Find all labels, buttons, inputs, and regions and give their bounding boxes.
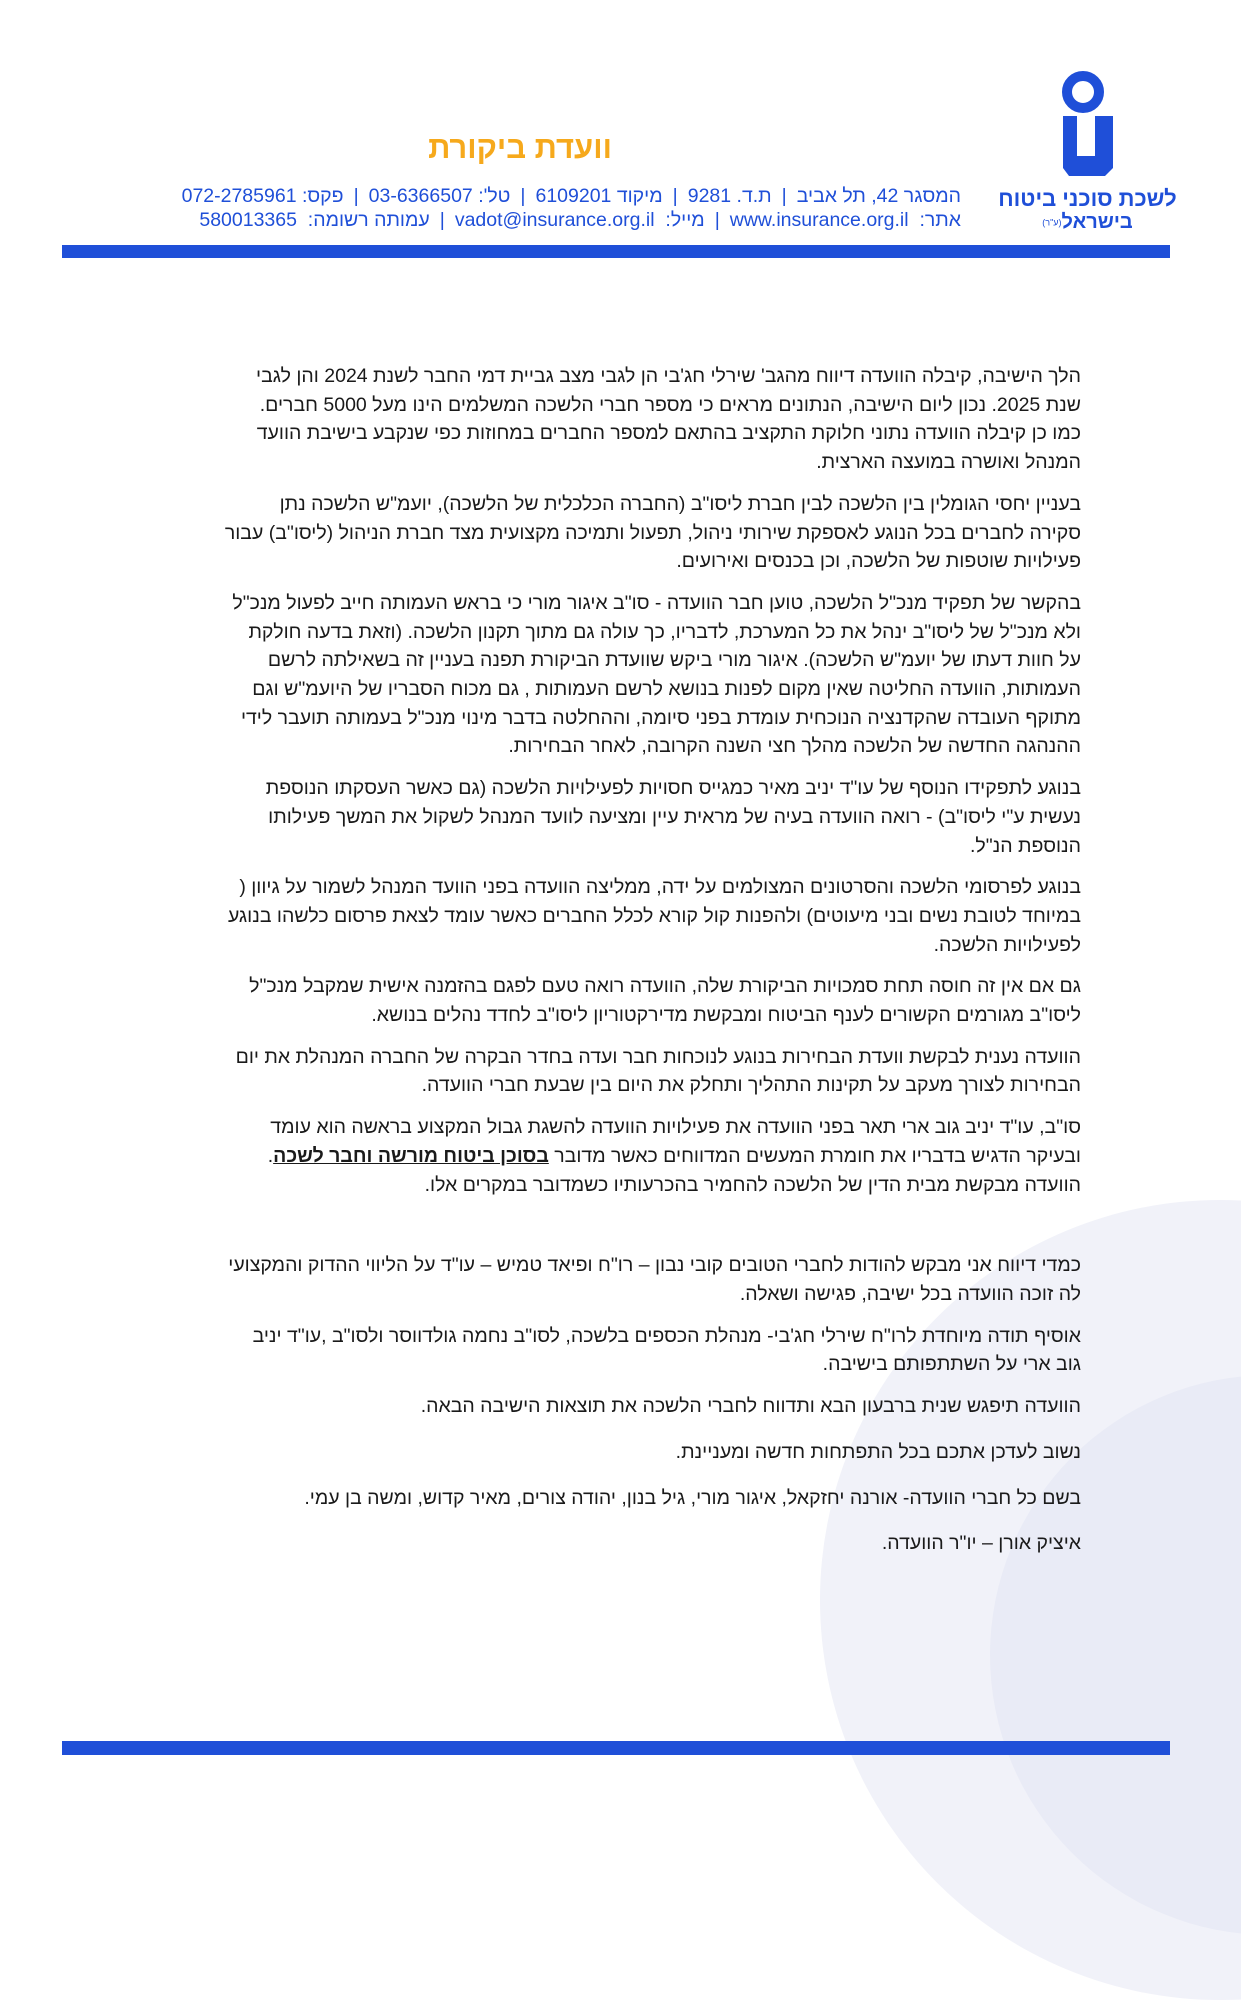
phone-number[interactable]: 03-6366507 [368, 185, 473, 207]
paragraph-personal-invitation [136, 972, 1081, 1029]
text-line: ולא מנכ"ל של ליסו"ב ינהל את כל המערכת, לדבריו, כך עולה גם מתוך תקנון הלשכה. (וזאת בדעה חולקת [248, 620, 1081, 643]
text-line: נעשית ע"י ליסו"ב) - רואה הוועדה בעיה של מראית עיין ומציעה לוועד המנהל לשקול את המשך פעילותו [268, 805, 1081, 828]
separator: | [781, 185, 787, 207]
text-line: הנוספת הנ"ל. [969, 834, 1081, 857]
text-line: לה זוכה הוועדה בכל ישיבה, פגישה ושאלה. [739, 1282, 1081, 1305]
paragraph-sponsorship [136, 774, 1081, 860]
footer-divider [62, 1741, 1170, 1755]
text-line [136, 1142, 1081, 1171]
separator: | [714, 209, 720, 231]
text-line: סקירה לחברים בכל הנוגע לאספקת שירותי ניהול, תפעול ותמיכה מקצועית מצד חברת הניהול (ליסו"ב) עבור [224, 521, 1081, 544]
header-divider [62, 245, 1170, 258]
contact-line-address [61, 184, 961, 208]
text-line: כמו כן קיבלה הוועדה נתוני חלוקת התקציב בהתאם למספר החברים במחוזות כפי שנקבע בישיבת הוועד [256, 422, 1081, 445]
paragraph-special-thanks [136, 1322, 1081, 1379]
text-line: הבחירות לצורך מעקב על תקינות התהליך ותחלק את היום בין שבעת חברי הוועדה. [421, 1074, 1081, 1097]
email-label: מייל: [665, 209, 705, 231]
text-line: בעניין יחסי הגומלין בין הלשכה לבין חברת ליסו"ב (החברה הכלכלית של הלשכה), יועמ"ש הלשכה נתן [279, 492, 1081, 515]
text-line: גוב ארי על השתתפותם בישיבה. [822, 1353, 1081, 1376]
paragraph-ceo-role [136, 589, 1081, 761]
email-link[interactable]: vadot@insurance.org.il [454, 209, 655, 231]
text-line: אוסיף תודה מיוחדת לרו"ח שירלי חג'בי- מנהלת הכספים בלשכה, לסו"ב נחמה גולדווסר ולסו"ב ,עו"ד יניב [252, 1324, 1081, 1347]
text-segment: . [267, 1144, 274, 1167]
text-line: הוועדה מבקשת מבית הדין של הלשכה להחמיר בהכרעותיו כשמדובר במקרים אלו. [424, 1173, 1081, 1196]
logo-name-line2 [995, 211, 1180, 234]
paragraph-updates [136, 1438, 1081, 1467]
report-body [136, 362, 1081, 1575]
text-line: ההנהגה החדשה של הלשכה מהלך חצי השנה הקרובה, לאחר הבחירות. [508, 735, 1081, 758]
phone-label: טל': [478, 185, 511, 207]
separator: | [353, 185, 359, 207]
website-label: אתר: [919, 209, 961, 231]
text-line: פעילויות שוטפות של הלשכה, וכן בכנסים ואירועים. [676, 550, 1081, 573]
text-line: הוועדה נענית לבקשת וועדת הבחירות בנוגע לנוכחות חבר ועדה בחדר הבקרה של החברה המנהלת את יום [235, 1045, 1081, 1068]
contact-line-web [61, 208, 961, 232]
paragraph-next-meeting [136, 1392, 1081, 1421]
fax-number: 072-2785961 [181, 185, 297, 207]
text-line: סו"ב, עו"ד יניב גוב ארי תאר בפני הוועדה את פעילויות הוועדה להשגת גבול המקצוע בראשה הוא עומד [270, 1116, 1081, 1139]
address: המסגר 42, תל אביב [796, 185, 961, 207]
registration-number: 580013365 [199, 209, 297, 231]
text-line: בנוגע לתפקידו הנוסף של עו"ד יניב מאיר כמגייס חסויות לפעילויות הלשכה (גם כאשר העסקתו הנוספת [265, 777, 1081, 800]
text-line: המנהל ואושרה במועצה הארצית. [816, 451, 1081, 474]
text-line: שנת 2025. נכון ליום הישיבה, הנתונים מראים כי מספר חברי הלשכה המשלמים הינו מעל 5000 חברים. [259, 393, 1081, 416]
text-line: מתוקף העובדה שהקדנציה הנוכחית עומדת בפני סיומה, וההחלטה בדבר מינוי מנכ"ל בעמותה תועבר לידי [240, 706, 1081, 729]
text-line: במיוחד לטובת נשים ובני מיעוטים) ולהפנות קול קורא לכלל החברים כאשר עומד לצאת פרסום כלשהו בנוגע [227, 904, 1081, 927]
letterhead [0, 0, 1241, 260]
separator: | [520, 185, 526, 207]
text-line: לפעילויות הלשכה. [933, 933, 1081, 956]
contact-details [61, 184, 961, 232]
committee-title: וועדת ביקורת [428, 130, 612, 165]
text-line: בהקשר של תפקיד מנכ"ל הלשכה, טוען חבר הוועדה - סו"ב איגור מורי כי בראש העמותה חייב לפעול מנכ"ל [232, 591, 1081, 614]
separator: | [439, 209, 445, 231]
registered-mark: (ע"ר) [1042, 217, 1062, 228]
text-line: ליסו"ב מגורמים הקשורים לענף הביטוח ומבקשת מדירקטוריון ליסו"ב לחדד נהלים בנושא. [371, 1004, 1081, 1027]
text-line: איציק אורן – יו"ר הוועדה. [881, 1532, 1081, 1555]
logo-mark-icon [1055, 70, 1125, 180]
text-line: כמדי דיווח אני מבקש להודות לחברי הטובים קובי נבון – רו"ח ופיאד טמיש – עו"ד על הליווי ההדוק והמקצועי [228, 1254, 1081, 1277]
paragraph-members [136, 1484, 1081, 1513]
paragraph-elections [136, 1043, 1081, 1100]
paragraph-profession-boundary [136, 1113, 1081, 1199]
registration-label: עמותה רשומה: [307, 209, 430, 231]
zip-label: מיקוד [616, 185, 663, 207]
paragraph-company-relations [136, 490, 1081, 576]
text-line: נשוב לעדכן אתכם בכל התפתחות חדשה ומעניינת. [675, 1440, 1081, 1463]
paragraph-publications [136, 873, 1081, 959]
text-line: בנוגע לפרסומי הלשכה והסרטונים המצולמים על ידה, ממליצה הוועדה בפני הוועד המנהל לשמור על גיוון ( [239, 876, 1081, 899]
association-logo [995, 70, 1180, 235]
text-line: הוועדה תיפגש שנית ברבעון הבא ותדווח לחברי הלשכה את תוצאות הישיבה הבאה. [420, 1395, 1081, 1418]
text-line: גם אם אין זה חוסה תחת סמכויות הביקורת שלה, הוועדה רואה טעם לפגם בהזמנה אישית שמקבל מנכ"ל [249, 975, 1081, 998]
logo-name-line2-text: בישראל [1061, 211, 1133, 233]
paragraph-membership-fees [136, 362, 1081, 477]
separator: | [672, 185, 678, 207]
signature-chairman [136, 1529, 1081, 1558]
po-box: ת.ד. 9281 [687, 185, 772, 207]
website-link[interactable]: www.insurance.org.il [729, 209, 909, 231]
paragraph-thanks [136, 1251, 1081, 1308]
text-line: בשם כל חברי הוועדה- אורנה יחזקאל, איגור מורי, גיל בנון, יהודה צורים, מאיר קדוש, ומשה בן עמי. [304, 1486, 1081, 1509]
fax-label: פקס: [301, 185, 344, 207]
text-line: הלך הישיבה, קיבלה הוועדה דיווח מהגב' שירלי חג'בי הן לגבי מצב גביית דמי החבר לשנת 2024 והן לגבי [256, 365, 1081, 387]
text-segment: ובעיקר הדגיש בדבריו את חומרת המעשים המדווחים כאשר מדובר [548, 1144, 1081, 1167]
logo-name-line1: לשכת סוכני ביטוח [998, 186, 1177, 211]
zip-code: 6109201 [535, 185, 612, 207]
text-line: על חוות דעתו של יועמ"ש הלשכה). איגור מורי ביקש שוועדת הביקורת תפנה בעניין זה בשאילתה לרשם [267, 649, 1081, 672]
emphasized-text: בסוכן ביטוח מורשה וחבר לשכה [273, 1144, 549, 1167]
text-line: העמותות, הוועדה החליטה שאין מקום לפנות בנושא לרשם העמותות , גם מכוח הסבריו של היועמ"ש וגם [252, 678, 1081, 701]
